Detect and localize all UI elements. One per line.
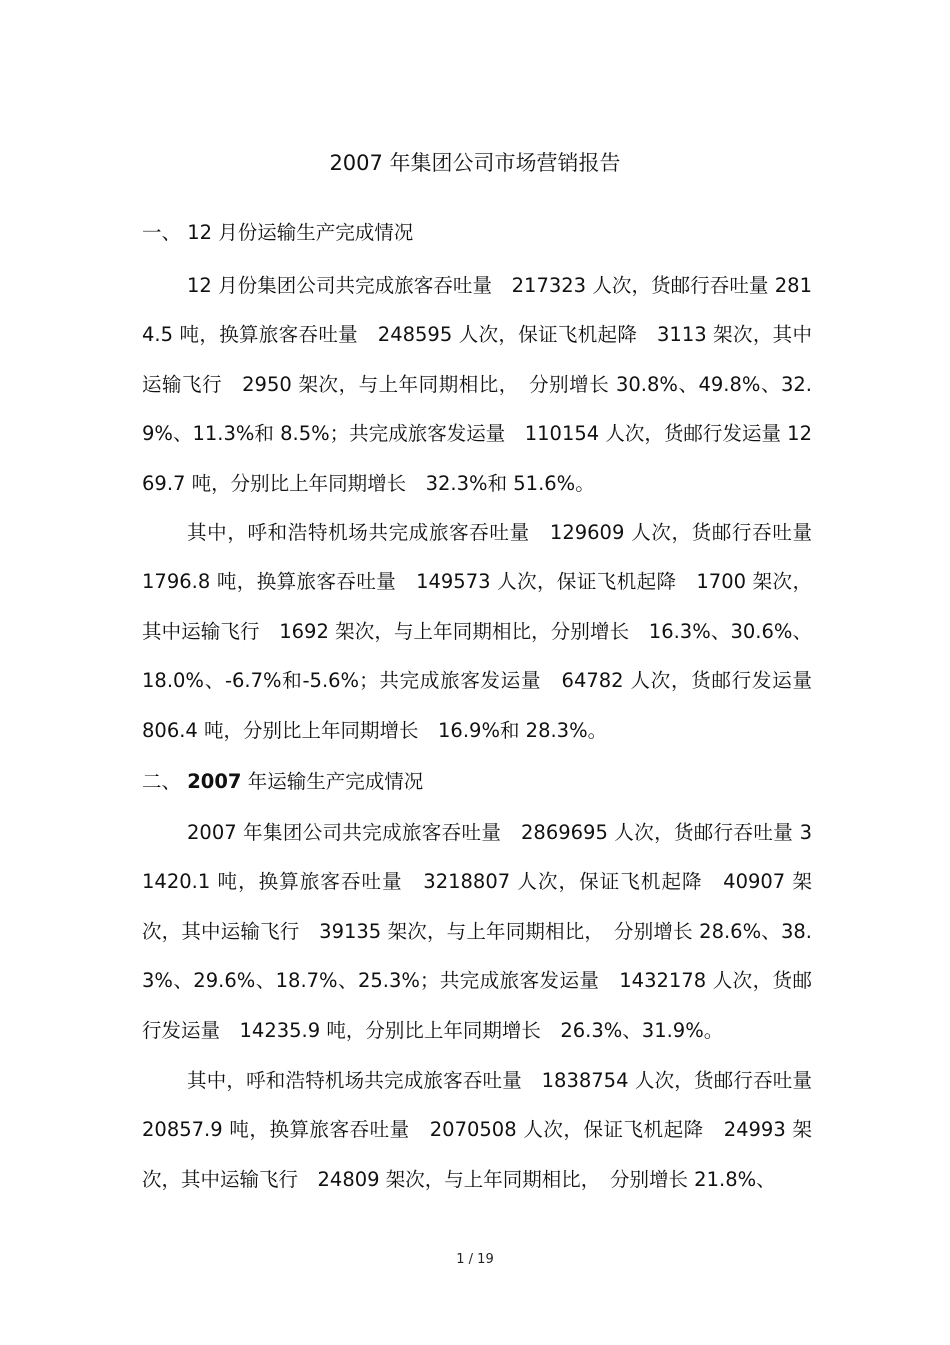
paragraph-4: 其中，呼和浩特机场共完成旅客吞吐量 1838754 人次，货邮行吞吐量 20857.9 吨，换算旅客吞吐量 2070508 人次，保证飞机起降 24993 架次，其中运输飞行 24809 架次，与上年同期相比， 分别增长 21.8%、: [142, 1069, 812, 1191]
paragraph-1: 12 月份集团公司共完成旅客吞吐量 217323 人次，货邮行吞吐量 2814.5 吨，换算旅客吞吐量 248595 人次，保证飞机起降 3113 架次，其中运输飞行 2950 架次，与上年同期相比， 分别增长 30.8%、49.8%、32.9%、11.3%和 8.5%；共完成旅客发运量 110154 人次，货邮行发运量 1269.7 吨，分别比上年同期增长 32.3%和 51.6%。: [142, 274, 812, 495]
section-marker: 一、: [142, 221, 182, 244]
section-heading-text: 年运输生产完成情况: [241, 770, 424, 793]
section-number: 12: [187, 221, 213, 244]
section-heading-text: 月份运输生产完成情况: [212, 221, 414, 244]
section-marker: 二、: [142, 770, 182, 793]
section-heading-2: [142, 767, 812, 797]
page-indicator: 1 / 19: [456, 1252, 494, 1267]
paragraph-2: 其中，呼和浩特机场共完成旅客吞吐量 129609 人次，货邮行吞吐量 1796.8 吨，换算旅客吞吐量 149573 人次，保证飞机起降 1700 架次，其中运输飞行 1692 架次，与上年同期相比，分别增长 16.3%、30.6%、18.0%、-6.7%和-5.6%；共完成旅客发运量 64782 人次，货邮行发运量 806.4 吨，分别比上年同期增长 16.9%和 28.3%。: [142, 521, 812, 742]
section-heading-1: [142, 218, 812, 248]
paragraph-3: 2007 年集团公司共完成旅客吞吐量 2869695 人次，货邮行吞吐量 31420.1 吨，换算旅客吞吐量 3218807 人次，保证飞机起降 40907 架次，其中运输飞行 39135 架次，与上年同期相比， 分别增长 28.6%、38.3%、29.6%、18.7%、25.3%；共完成旅客发运量 1432178 人次，货邮行发运量 14235.9 吨，分别比上年同期增长 26.3%、31.9%。: [142, 821, 812, 1042]
section-number: 2007: [187, 770, 242, 793]
document-title: 2007 年集团公司市场营销报告: [329, 151, 621, 175]
